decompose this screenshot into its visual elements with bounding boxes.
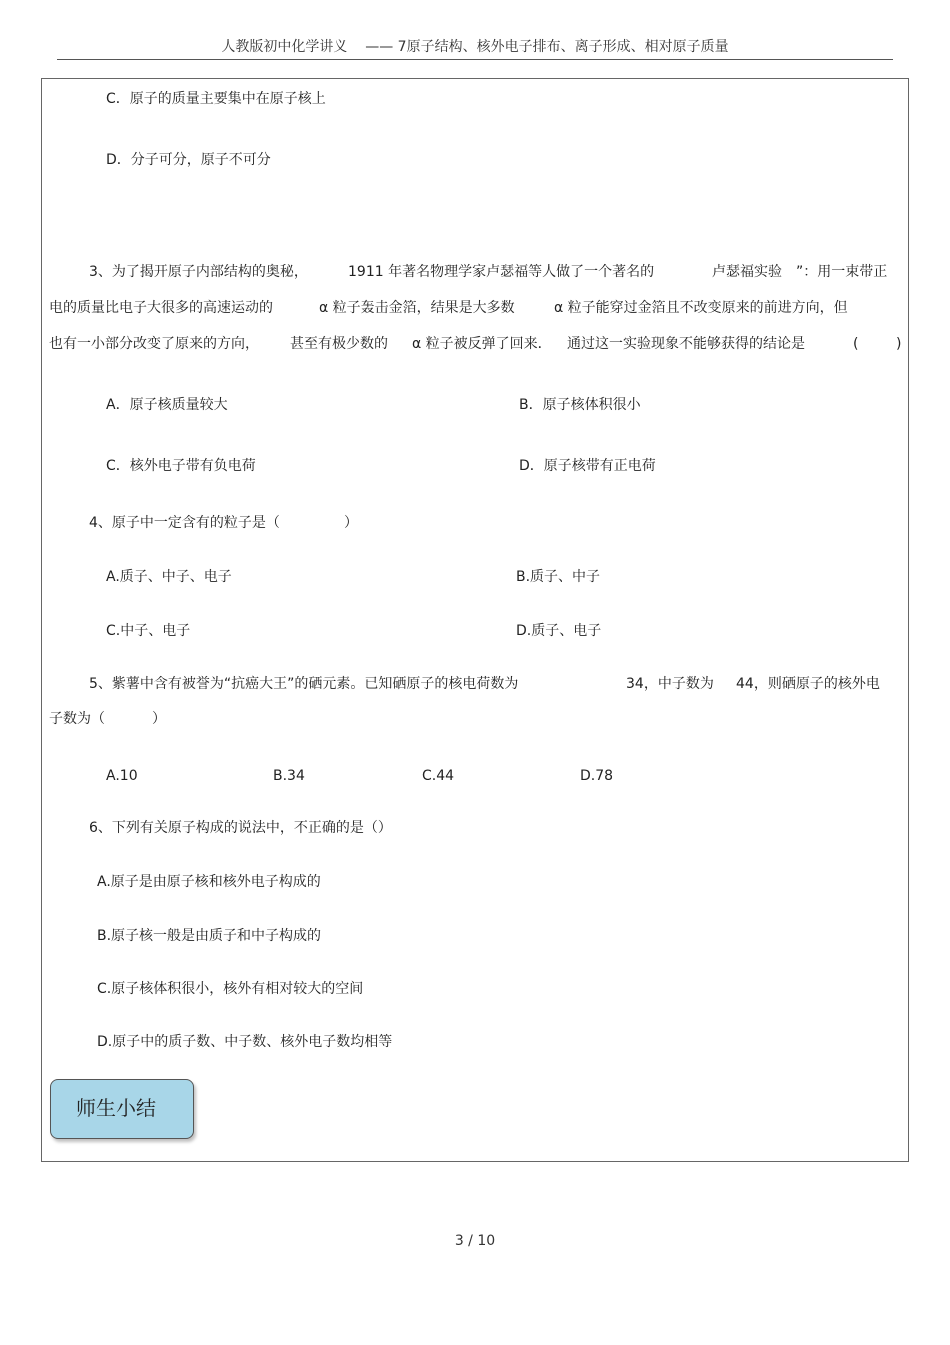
q3-option-d: D．原子核带有正电荷 [519, 458, 656, 474]
q3-line3-part2: 甚至有极少数的 [290, 336, 388, 352]
q3-option-c: C．核外电子带有负电荷 [106, 458, 256, 474]
q3-line3-part4: 通过这一实验现象不能够获得的结论是 [567, 336, 805, 352]
q3-line3-part3: α 粒子被反弹了回来． [412, 336, 552, 352]
q4-stem-close: ） [344, 515, 358, 531]
q3-line1-part1: 3、为了揭开原子内部结构的奥秘， [89, 264, 308, 280]
q3-line2-part2: α 粒子轰击金箔，结果是大多数 [319, 300, 515, 316]
q3-line1-part4: ”：用一束带正 [796, 264, 888, 280]
page-number: 3 / 10 [454, 1233, 496, 1249]
q4-option-c: C.中子、电子 [106, 623, 191, 639]
q3-answer-open: ( [853, 336, 859, 352]
q6-option-b: B.原子核一般是由质子和中子构成的 [97, 928, 322, 944]
q5-line2-close: ） [152, 711, 166, 727]
content-frame [41, 78, 909, 1162]
q5-line2-part1: 子数为（ [49, 711, 105, 727]
summary-badge: 师生小结 [50, 1079, 194, 1139]
q2-option-c: C．原子的质量主要集中在原子核上 [106, 91, 326, 107]
q6-option-c: C.原子核体积很小，核外有相对较大的空间 [97, 981, 364, 997]
q2-option-d: D．分子可分，原子不可分 [106, 152, 271, 168]
q6-option-a: A.原子是由原子核和核外电子构成的 [97, 874, 321, 890]
q5-line1-part3: 44，则硒原子的核外电 [736, 676, 880, 692]
q3-line3-part1: 也有一小部分改变了原来的方向， [49, 336, 259, 352]
q4-option-b: B.质子、中子 [516, 569, 601, 585]
q5-option-d: D.78 [580, 768, 614, 784]
page-header: 人教版初中化学讲义 —— 7原子结构、核外电子排布、离子形成、相对原子质量 [221, 39, 729, 55]
q3-line1-part3: 卢瑟福实验 [712, 264, 782, 280]
q4-option-a: A.质子、中子、电子 [106, 569, 232, 585]
q5-line1-part1: 5、紫薯中含有被誉为“抗癌大王”的硒元素。已知硒原子的核电荷数为 [89, 676, 519, 692]
q5-option-c: C.44 [422, 768, 455, 784]
q3-option-a: A．原子核质量较大 [106, 397, 228, 413]
q6-option-d: D.原子中的质子数、中子数、核外电子数均相等 [97, 1034, 393, 1050]
header-rule [57, 59, 893, 60]
q3-answer-close: ) [896, 336, 902, 352]
q5-option-b: B.34 [273, 768, 305, 784]
q3-line1-part2: 1911 年著名物理学家卢瑟福等人做了一个著名的 [348, 264, 655, 280]
q4-option-d: D.质子、电子 [516, 623, 602, 639]
q5-line1-part2: 34，中子数为 [626, 676, 714, 692]
q3-option-b: B．原子核体积很小 [519, 397, 641, 413]
q3-line2-part3: α 粒子能穿过金箔且不改变原来的前进方向，但 [554, 300, 848, 316]
q6-stem: 6、下列有关原子构成的说法中，不正确的是（） [89, 820, 392, 836]
q4-stem: 4、原子中一定含有的粒子是（ [89, 515, 280, 531]
q5-option-a: A.10 [106, 768, 138, 784]
q3-line2-part1: 电的质量比电子大很多的高速运动的 [49, 300, 273, 316]
